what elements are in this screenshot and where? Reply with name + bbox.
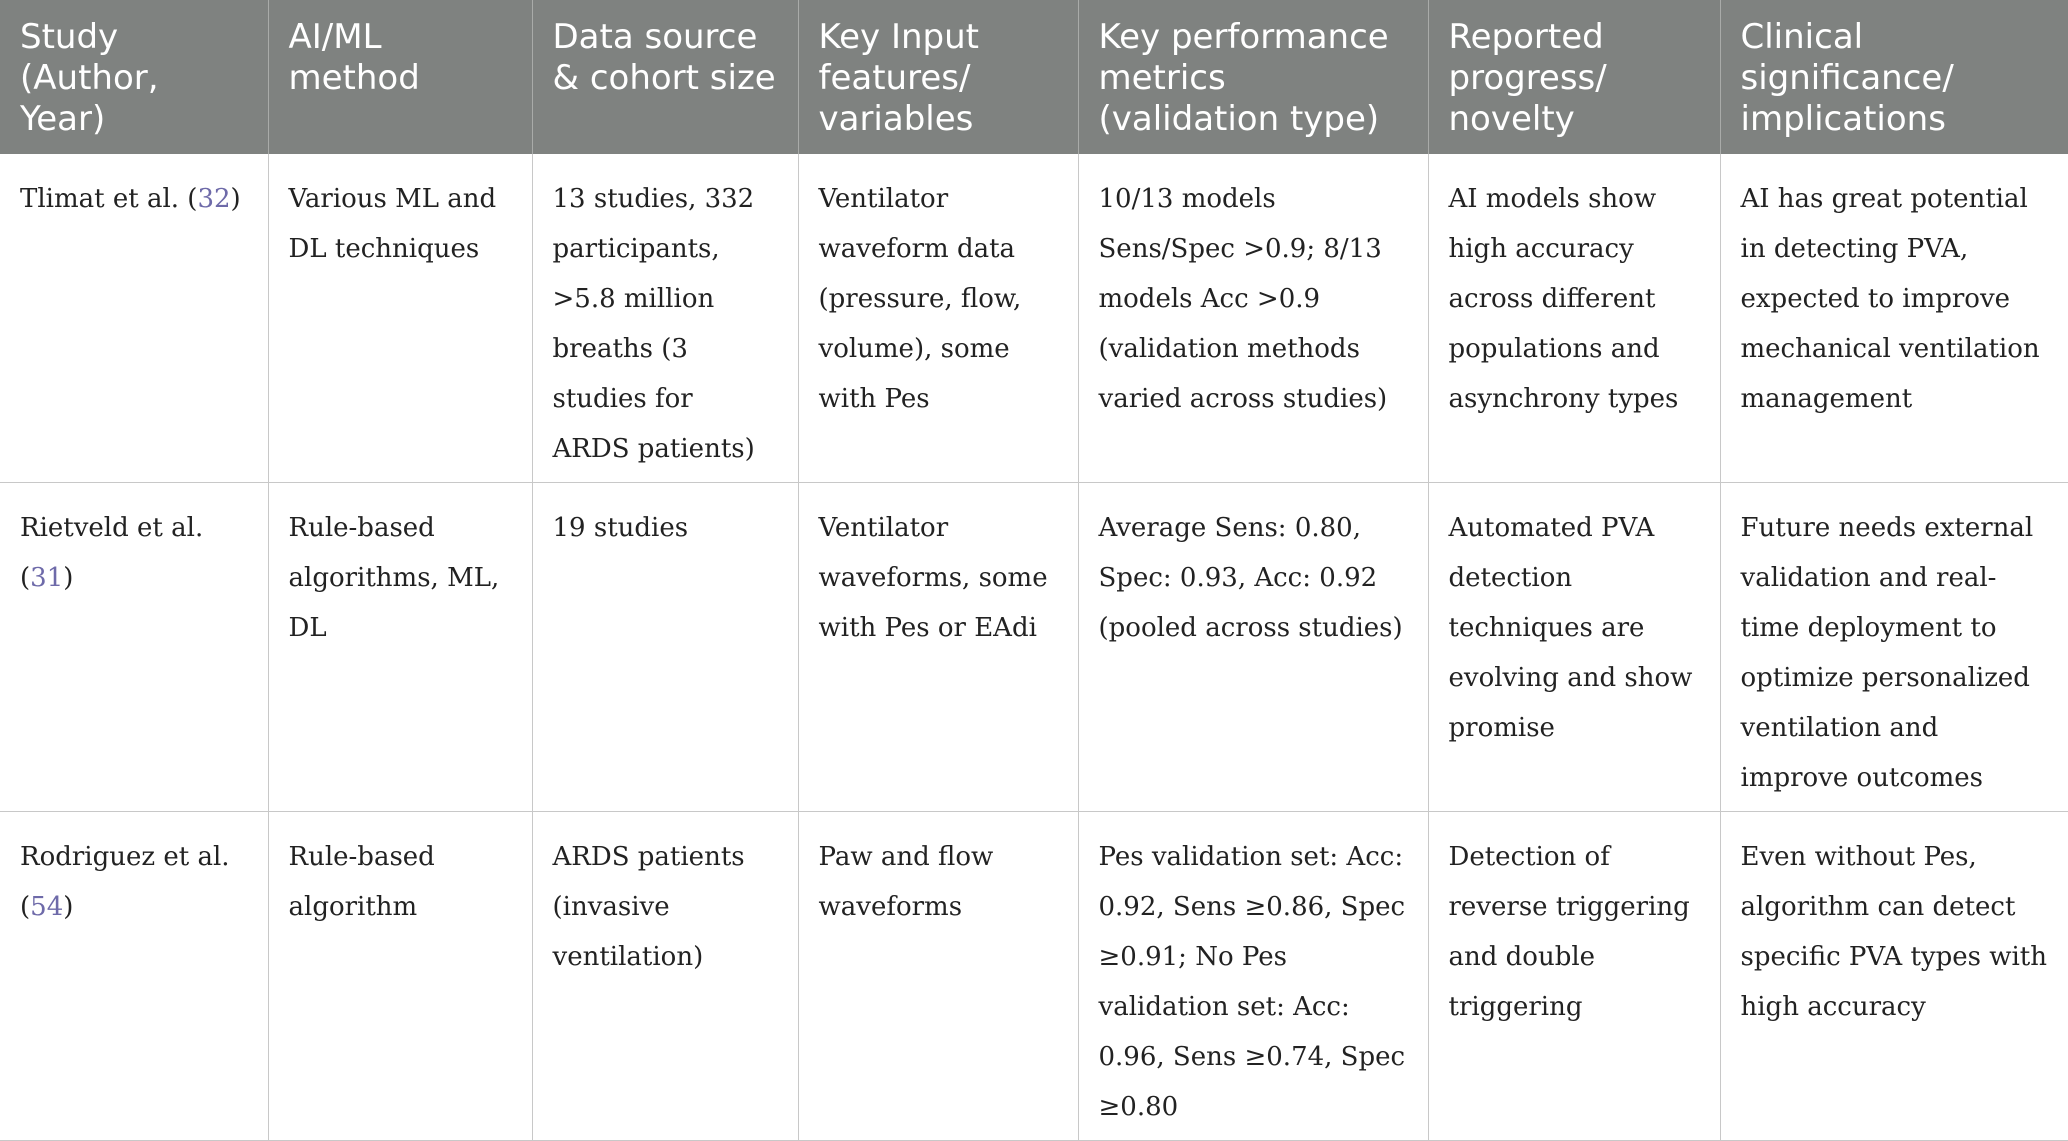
cell-progress: AI models show high accuracy across different populations and asynchrony types [1428, 154, 1720, 483]
cell-data-source: 13 studies, 332 participants, >5.8 million breaths (3 studies for ARDS patients) [532, 154, 798, 483]
cell-progress: Detection of reverse triggering and double triggering [1428, 812, 1720, 1141]
reference-link[interactable]: 31 [30, 563, 64, 593]
cell-data-source: 19 studies [532, 483, 798, 812]
header-progress: Reported progress/ novelty [1428, 0, 1720, 154]
cell-features: Ventilator waveform data (pressure, flow, volume), some with Pes [798, 154, 1078, 483]
header-method: AI/ML method [268, 0, 532, 154]
table-row [0, 483, 2068, 812]
cell-features: Ventilator waveforms, some with Pes or EAdi [798, 483, 1078, 812]
cell-significance: AI has great potential in detecting PVA, expected to improve mechanical ventilation management [1720, 154, 2068, 483]
reference-link[interactable]: 32 [197, 184, 231, 214]
cell-data-source: ARDS patients (invasive ventilation) [532, 812, 798, 1141]
cell-study [0, 154, 268, 483]
header-study: Study (Author, Year) [0, 0, 268, 154]
header-data-source: Data source & cohort size [532, 0, 798, 154]
header-significance: Clinical significance/ implications [1720, 0, 2068, 154]
cell-study [0, 812, 268, 1141]
reference-link[interactable]: 54 [30, 892, 64, 922]
header-performance-metrics: Key performance metrics (validation type) [1078, 0, 1428, 154]
study-close: ) [63, 892, 74, 922]
cell-metrics: Average Sens: 0.80, Spec: 0.93, Acc: 0.92 (pooled across studies) [1078, 483, 1428, 812]
cell-significance: Even without Pes, algorithm can detect specific PVA types with high accuracy [1720, 812, 2068, 1141]
cell-method: Rule-based algorithm [268, 812, 532, 1141]
study-name: Rietveld et al. ( [20, 513, 204, 593]
cell-metrics: Pes validation set: Acc: 0.92, Sens ≥0.86, Spec ≥0.91; No Pes validation set: Acc: 0.96, Sens ≥0.74, Spec ≥0.80 [1078, 812, 1428, 1141]
cell-study [0, 483, 268, 812]
cell-method: Various ML and DL techniques [268, 154, 532, 483]
cell-progress: Automated PVA detection techniques are evolving and show promise [1428, 483, 1720, 812]
table-row [0, 154, 2068, 483]
cell-features: Paw and flow waveforms [798, 812, 1078, 1141]
cell-method: Rule-based algorithms, ML, DL [268, 483, 532, 812]
cell-significance: Future needs external validation and real-time deployment to optimize personalized ventilation and improve outcomes [1720, 483, 2068, 812]
study-name: Tlimat et al. ( [20, 184, 198, 214]
table-row [0, 812, 2068, 1141]
study-close: ) [230, 184, 241, 214]
cell-metrics: 10/13 models Sens/Spec >0.9; 8/13 models Acc >0.9 (validation methods varied across studies) [1078, 154, 1428, 483]
study-name: Rodriguez et al. ( [20, 842, 230, 922]
study-close: ) [63, 563, 74, 593]
header-input-features: Key Input features/ variables [798, 0, 1078, 154]
table-header-row [0, 0, 2068, 154]
